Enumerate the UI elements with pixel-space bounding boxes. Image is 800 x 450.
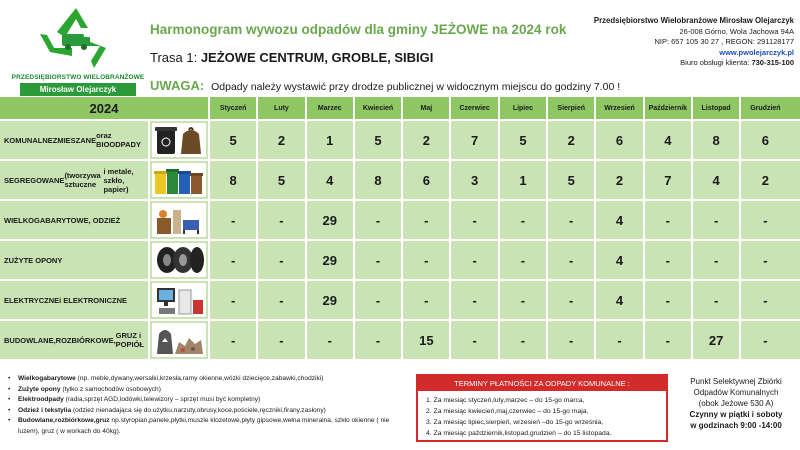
waste-category-line: KOMUNALNE xyxy=(4,135,53,145)
waste-category-image-cell xyxy=(150,121,210,159)
payment-heading: TERMINY PŁATNOŚCI ZA ODPADY KOMUNALNE : xyxy=(418,376,666,391)
pickup-day-maj: - xyxy=(403,241,451,279)
pickup-day-luty: - xyxy=(258,281,306,319)
legend-item xyxy=(6,406,406,417)
legend-item xyxy=(6,416,406,437)
waste-category-line: ELEKTRYCZNE xyxy=(4,295,60,305)
pickup-day-grudzień: - xyxy=(763,332,768,348)
legend-term: Zużyte opony xyxy=(18,385,61,393)
pickup-day-listopad: 4 xyxy=(693,161,741,199)
logo-owner-name: Mirosław Olejarczyk xyxy=(20,83,136,96)
pickup-day-październik: 7 xyxy=(645,161,693,199)
waste-category-line: SEGREGOWANE xyxy=(4,175,65,185)
pickup-day-maj: - xyxy=(403,281,451,319)
company-info xyxy=(554,16,794,69)
pickup-day-czerwiec: - xyxy=(451,321,499,359)
pickup-day-czerwiec: - xyxy=(451,281,499,319)
company-website-link[interactable]: www.pwolejarczyk.pl xyxy=(719,47,794,57)
pickup-day-październik: 4 xyxy=(645,121,693,159)
pickup-day-maj: 2 xyxy=(403,121,451,159)
table-row xyxy=(0,281,800,321)
pickup-day-sierpień: - xyxy=(548,321,596,359)
waste-category-label xyxy=(0,121,150,159)
company-name: Przedsiębiorstwo Wielobranżowe Mirosław Olejarczyk xyxy=(593,16,794,25)
month-header-9: Wrzesień xyxy=(596,97,644,119)
pickup-day-grudzień: - xyxy=(763,292,768,308)
waste-category-label xyxy=(0,161,150,199)
warning-label: UWAGA: xyxy=(150,78,205,93)
pickup-day-wrzesień: 4 xyxy=(596,201,644,239)
pickup-day-styczeń: 5 xyxy=(210,121,258,159)
company-ids: NIP: 657 105 30 27 , REGON: 291128177 xyxy=(654,37,794,46)
pickup-day-marzec: 29 xyxy=(307,281,355,319)
tires-icon xyxy=(152,243,206,277)
logo-company-text: PRZEDSIĘBIORSTWO WIELOBRANŻOWE xyxy=(11,74,145,81)
table-row xyxy=(0,121,800,161)
pickup-day-marzec: 1 xyxy=(307,121,355,159)
pickup-day-czerwiec: 7 xyxy=(451,121,499,159)
pickup-day-luty: 2 xyxy=(258,121,306,159)
pickup-day-maj: 15 xyxy=(403,321,451,359)
pickup-day-grudzień: - xyxy=(763,212,768,228)
bulky-waste-icon xyxy=(152,203,206,237)
month-header-5: Maj xyxy=(403,97,451,119)
pickup-day-grudzień: 2 xyxy=(761,172,770,188)
waste-category-line: GRUZ i POPIÓŁ xyxy=(115,331,145,349)
pszok-line-4: Czynny w piątki i soboty xyxy=(689,410,783,419)
waste-category-label xyxy=(0,241,150,279)
pickup-day-wrzesień: 2 xyxy=(596,161,644,199)
month-header-8: Sierpień xyxy=(548,97,596,119)
pickup-day-lipiec: - xyxy=(500,201,548,239)
payment-deadline-item: 4. Za miesiąc październik,listopad,grudzień – do 15 listopada. xyxy=(426,430,612,437)
payment-deadline-item: 2. Za miesiąc kwiecień,maj,czerwiec – do 15-go maja, xyxy=(426,408,589,415)
year-header: 2024 xyxy=(0,97,210,119)
waste-category-line: BUDOWLANE, xyxy=(4,335,56,345)
company-logo xyxy=(6,4,146,94)
pickup-day-kwiecień: - xyxy=(355,281,403,319)
waste-category-image-cell xyxy=(150,321,210,359)
pickup-day-lipiec: - xyxy=(500,321,548,359)
waste-category-label xyxy=(0,281,150,319)
table-row xyxy=(0,161,800,201)
waste-category-line: ROZBIÓRKOWE, xyxy=(55,335,116,345)
warning-notice xyxy=(150,78,620,93)
route-title xyxy=(150,50,433,65)
pickup-day-maj: - xyxy=(403,201,451,239)
pickup-day-listopad: 8 xyxy=(693,121,741,159)
pickup-day-wrzesień: 4 xyxy=(596,241,644,279)
pickup-day-marzec: 29 xyxy=(307,241,355,279)
month-header-12: Grudzień xyxy=(750,104,781,112)
pickup-day-lipiec: - xyxy=(500,281,548,319)
legend-term: Odzież i tekstylia xyxy=(18,406,72,414)
pickup-day-lipiec: 5 xyxy=(500,121,548,159)
waste-category-line: ZMIESZANE xyxy=(52,135,97,145)
pszok-line-5: w godzinach 9:00 -14:00 xyxy=(690,421,782,430)
pickup-day-luty: 5 xyxy=(258,161,306,199)
pickup-day-styczeń: - xyxy=(210,321,258,359)
legend-description: (odzież nienadająca się do użytku,narzuty,obrusy,koce,pościele,ręczniki,firany,zasłony) xyxy=(71,406,326,414)
pickup-day-czerwiec: - xyxy=(451,241,499,279)
electronics-icon xyxy=(152,283,206,317)
pickup-day-wrzesień: - xyxy=(596,321,644,359)
rubble-bag-icon xyxy=(152,323,206,357)
payment-deadlines-box xyxy=(416,374,668,442)
pickup-day-styczeń: - xyxy=(210,281,258,319)
waste-category-line: i metale, szkło, papier) xyxy=(103,166,134,194)
table-row xyxy=(0,321,800,361)
month-header-4: Kwiecień xyxy=(355,97,403,119)
pickup-day-październik: - xyxy=(645,321,693,359)
pickup-day-maj: 6 xyxy=(403,161,451,199)
pickup-day-styczeń: - xyxy=(210,241,258,279)
pickup-day-grudzień: - xyxy=(763,252,768,268)
payment-deadline-item: 3. Za miesiąc lipiec,sierpień, wrzesień –do 15-go września, xyxy=(426,419,604,426)
pickup-day-styczeń: 8 xyxy=(210,161,258,199)
month-header-2: Luty xyxy=(258,97,306,119)
month-header-1: Styczeń xyxy=(210,97,258,119)
schedule-table xyxy=(0,97,800,361)
pickup-day-czerwiec: 3 xyxy=(451,161,499,199)
company-address: 26-008 Górno, Wola Jachowa 94A xyxy=(679,26,794,36)
pszok-line-2: Odpadów Komunalnych xyxy=(693,388,779,397)
waste-category-image-cell xyxy=(150,281,210,319)
recycling-bins-icon xyxy=(152,163,206,197)
pickup-day-czerwiec: - xyxy=(451,201,499,239)
month-header-3: Marzec xyxy=(307,97,355,119)
route-label: Trasa 1: xyxy=(150,50,201,65)
pszok-line-3: (obok Jeżowe 530 A) xyxy=(698,399,774,408)
route-name: JEŻOWE CENTRUM, GROBLE, SIBIGI xyxy=(200,50,434,65)
pickup-day-listopad: - xyxy=(693,201,741,239)
collection-point-info xyxy=(676,376,796,431)
month-header-6: Czerwiec xyxy=(451,97,499,119)
waste-category-label xyxy=(0,321,150,359)
pickup-day-luty: - xyxy=(258,241,306,279)
month-header-10: Październik xyxy=(645,97,693,119)
legend-description: (tylko z samochodów osobowych) xyxy=(60,385,161,393)
pickup-day-sierpień: - xyxy=(548,281,596,319)
pszok-line-1: Punkt Selektywnej Zbiórki xyxy=(690,377,782,386)
pickup-day-listopad: - xyxy=(693,241,741,279)
pickup-day-sierpień: - xyxy=(548,241,596,279)
legend-item xyxy=(6,395,406,406)
pickup-day-sierpień: 2 xyxy=(548,121,596,159)
legend-term: Wielkogabarytowe xyxy=(18,375,76,382)
pickup-day-lipiec: 1 xyxy=(500,161,548,199)
pickup-day-listopad: 27 xyxy=(693,321,741,359)
table-row xyxy=(0,201,800,241)
pickup-day-lipiec: - xyxy=(500,241,548,279)
pickup-day-wrzesień: 4 xyxy=(596,281,644,319)
recycling-logo-icon xyxy=(32,4,120,72)
pickup-day-grudzień: 6 xyxy=(761,132,770,148)
pickup-day-październik: - xyxy=(645,281,693,319)
legend-term: Elektroodpady xyxy=(18,396,64,404)
month-header-11: Listopad xyxy=(693,97,741,119)
table-header-row xyxy=(0,97,800,121)
pickup-day-wrzesień: 6 xyxy=(596,121,644,159)
pickup-day-kwiecień: - xyxy=(355,241,403,279)
legend-item xyxy=(6,374,406,385)
pickup-day-kwiecień: - xyxy=(355,201,403,239)
pickup-day-marzec: 29 xyxy=(307,201,355,239)
pickup-day-sierpień: - xyxy=(548,201,596,239)
legend-description: np.styropian,panele,płytki,muszle klozetowe,płyty gipsowe,wełna mineralna, szkło okienne ( nie luzem), gruz ( w workach do 40kg). xyxy=(18,417,390,435)
company-hotline xyxy=(554,58,794,69)
payment-list xyxy=(418,391,666,443)
waste-category-line: ZUŻYTE OPONY xyxy=(4,255,63,265)
pickup-day-luty: - xyxy=(258,201,306,239)
pickup-day-październik: - xyxy=(645,201,693,239)
waste-category-image-cell xyxy=(150,201,210,239)
pickup-day-marzec: 4 xyxy=(307,161,355,199)
waste-category-line: WIELKOGABARYTOWE, ODZIEŻ xyxy=(4,215,121,225)
pickup-day-październik: - xyxy=(645,241,693,279)
pickup-day-sierpień: 5 xyxy=(548,161,596,199)
legend-description: (radia,sprzęt AGD,lodówki,telewizory – sprzęt musi być kompletny) xyxy=(63,396,261,404)
waste-category-label xyxy=(0,201,150,239)
pickup-day-styczeń: - xyxy=(210,201,258,239)
month-header-7: Lipiec xyxy=(500,97,548,119)
hotline-number: 730-315-100 xyxy=(751,58,794,67)
pickup-day-luty: - xyxy=(258,321,306,359)
waste-category-line: (tworzywa sztuczne xyxy=(64,171,101,189)
table-row xyxy=(0,241,800,281)
pickup-day-marzec: - xyxy=(307,321,355,359)
waste-category-line: i ELEKTRONICZNE xyxy=(59,295,128,305)
warning-text: Odpady należy wystawić przy drodze publicznej w widocznym miejscu do godziny 7.00 ! xyxy=(211,81,621,93)
legend-item xyxy=(6,385,406,396)
pickup-day-listopad: - xyxy=(693,281,741,319)
waste-bins-icon xyxy=(152,123,206,157)
waste-category-image-cell xyxy=(150,161,210,199)
pickup-day-kwiecień: - xyxy=(355,321,403,359)
payment-deadline-item: 1. Za miesiąc styczeń,luty,marzec – do 15-go marca, xyxy=(426,397,585,404)
legend-description: (np. meble,dywany,wersalki,krzesła,ramy okienne,wózki dziecięce,zabawki,chodziki) xyxy=(75,375,324,382)
pickup-day-kwiecień: 5 xyxy=(355,121,403,159)
page-title: Harmonogram wywozu odpadów dla gminy JEŻOWE na 2024 rok xyxy=(150,22,567,37)
waste-category-image-cell xyxy=(150,241,210,279)
pickup-day-kwiecień: 8 xyxy=(355,161,403,199)
waste-category-line: oraz BIOODPADY xyxy=(96,131,141,149)
waste-legend xyxy=(6,374,406,438)
hotline-label: Biuro obsługi klienta: xyxy=(680,58,752,67)
legend-term: Budowlane,rozbiórkowe,gruz xyxy=(18,417,110,425)
